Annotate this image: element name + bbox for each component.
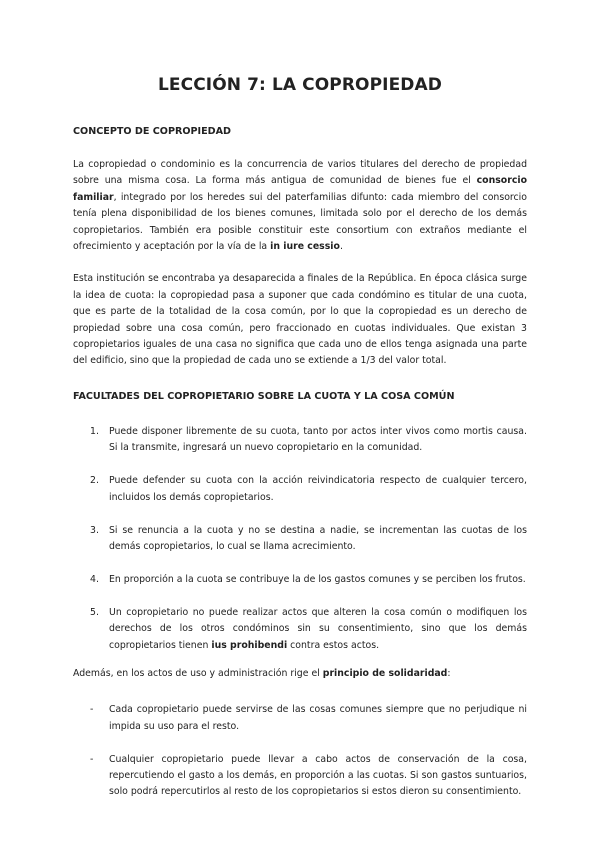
bullet-item-text: Cada copropietario puede servirse de las cosas comunes siempre que no perjudique ni impida su uso para el resto. [109,704,527,732]
bold-term-solidaridad: principio de solidaridad [322,667,448,679]
section-heading-concepto: CONCEPTO DE COPROPIEDAD [73,126,232,137]
list-item [73,523,527,556]
faculties-list [73,424,527,654]
bold-term-ius-prohibendi: ius prohibendi [211,639,288,651]
list-item-text: Puede defender su cuota con la acción reivindicatoria respecto de cualquier tercero, incluidos los demás copropietarios. [109,475,527,503]
list-number: 1. [90,425,99,437]
list-number: 3. [90,524,99,536]
paragraph-solidaridad [73,666,527,682]
list-item-text: Puede disponer libremente de su cuota, tanto por actos inter vivos como mortis causa. Si la transmite, ingresará un nuevo copropietario en la comunidad. [109,425,527,454]
bullet-dash: - [90,704,94,716]
bullet-dash: - [90,753,94,765]
paragraph-text: La copropiedad o condominio es la concurrencia de varios titulares del derecho de propiedad sobre una misma cosa. La forma más antigua de comunidad de bienes fue el [73,159,527,187]
paragraph-cuota: Esta institución se encontraba ya desaparecida a finales de la República. En época clásica surge la idea de cuota: la copropiedad pasa a suponer que cada condómino es titular de una cuota, que es parte de la totalidad de la cosa común, por lo que la copropiedad es un derecho de propiedad sobre una cosa común, pero fraccionado en cuotas individuales. Que existan 3 copropietarios iguales de una casa no significa que cada uno de ellos tenga asignada una parte del edificio, sino que la propiedad de cada uno se extiende a 1/3 del valor total. [73,273,527,367]
bullet-item-text: Cualquier copropietario puede llevar a cabo actos de conservación de la cosa, repercutiendo el gasto a los demás, en proporción a las cuotas. Si son gastos suntuarios, solo podrá repercutirlos al resto de los copropietarios si estos dieron su consentimiento. [109,753,527,798]
list-item [73,605,527,654]
paragraph-text: Además, en los actos de uso y administración rige el [73,667,323,679]
list-item-text-part: Un copropietario no puede realizar actos que alteren la cosa común o modifiquen los derechos de los otros condóminos sin su consentimiento, sino que los demás copropietarios tienen [109,606,527,651]
list-number: 5. [90,606,99,618]
bullet-item [73,752,527,801]
list-item [73,424,527,457]
solidarity-list [73,702,527,801]
paragraph-text: : [447,667,451,679]
list-item [73,473,527,506]
paragraph-text: , integrado por los heredes sui del paterfamilias difunto: cada miembro del consorcio tenía plena disponibilidad de los bienes comunes, limitada solo por el derecho de los demás copropietarios. También era posible constituir este consortium con extraños mediante el ofrecimiento y aceptación por la vía de la [73,191,527,253]
list-number: 4. [90,573,99,585]
paragraph-definicion [73,157,527,255]
section-heading-facultades: FACULTADES DEL COPROPIETARIO SOBRE LA CUOTA Y LA COSA COMÚN [73,390,455,402]
paragraph-text: . [339,241,343,253]
list-item-text: Si se renuncia a la cuota y no se destina a nadie, se incrementan las cuotas de los demás copropietarios, lo cual se llama acrecimiento. [109,524,527,552]
list-item-text [109,605,527,654]
page-title: LECCIÓN 7: LA COPROPIEDAD [158,75,442,95]
list-item-text-part: contra estos actos. [287,639,380,651]
bold-term-consorcio: consorcio familiar [73,175,527,203]
list-item [73,572,527,588]
list-number: 2. [90,475,99,487]
bold-term-iure-cessio: in iure cessio [270,241,340,253]
bullet-item [73,702,527,735]
list-item-text: En proporción a la cuota se contribuye la de los gastos comunes y se perciben los frutos. [109,573,526,585]
